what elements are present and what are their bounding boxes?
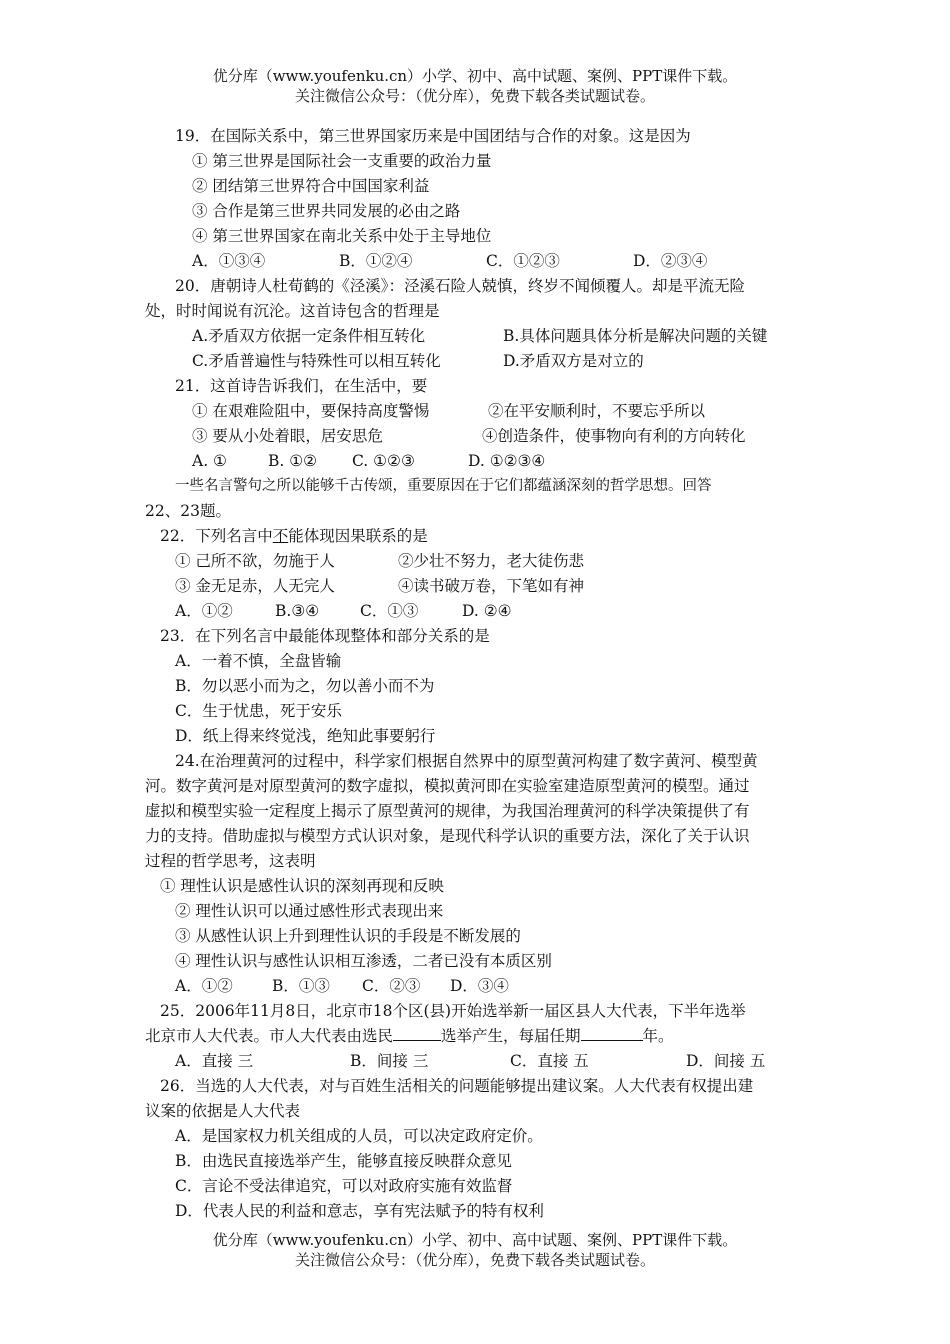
q21-option-b: B. ①② [268,452,318,470]
q19-stem: 19．在国际关系中，第三世界国家历来是中国团结与合作的对象。这是因为 [175,127,691,145]
q24-statement-4: ④ 理性认识与感性认识相互渗透，二者已没有本质区别 [175,952,552,970]
q24-stem-line-2: 河。数字黄河是对原型黄河的数字虚拟，模拟黄河即在实验室建造原型黄河的模型。通过 [145,777,750,795]
q23-option-b: B．勿以恶小而为之，勿以善小而不为 [175,677,435,695]
q26-option-d: D．代表人民的利益和意志，享有宪法赋予的特有权利 [175,1202,544,1220]
q21-stem: 21．这首诗告诉我们，在生活中，要 [175,377,428,395]
q24-option-d: D．③④ [450,977,509,995]
q20-option-a: A.矛盾双方依据一定条件相互转化 [192,327,426,345]
q26-option-b: B．由选民直接选举产生，能够直接反映群众意见 [175,1152,512,1170]
q26-stem-line-1: 26．当选的人大代表，对与百姓生活相关的问题能够提出建议案。人大代表有权提出建 [160,1077,754,1095]
q21-option-a: A. ① [192,452,227,470]
q22-statement-3: ③ 金无足赤，人无完人 [175,577,335,595]
q19-statement-3: ③ 合作是第三世界共同发展的必由之路 [192,202,461,220]
q22-statement-4: ④读书破万卷，下笔如有神 [398,577,585,595]
header-line-2: 关注微信公众号：（优分库），免费下载各类试题试卷。 [294,87,655,105]
q22-stem [160,524,428,548]
q26-stem-line-2: 议案的依据是人大代表 [145,1102,301,1120]
q20-option-b: B.具体问题具体分析是解决问题的关键 [503,327,768,345]
q19-option-a: A．①③④ [192,252,266,270]
q25-option-a: A．直接 三 [175,1052,254,1070]
q25-option-c: C．直接 五 [510,1052,589,1070]
footer-line-1: 优分库（www.youfenku.cn）小学、初中、高中试题、案例、PPT课件下载。 [212,1231,738,1249]
q19-statement-2: ② 团结第三世界符合中国国家利益 [192,177,430,195]
q24-stem-line-5: 过程的哲学思考，这表明 [145,852,316,870]
q24-statement-1: ① 理性认识是感性认识的深刻再现和反映 [160,877,444,895]
intro-line-1: 一些名言警句之所以能够千古传颂，重要原因在于它们都蕴涵深刻的哲学思想。回答 [175,478,712,494]
q20-option-c: C.矛盾普遍性与特殊性可以相互转化 [192,352,441,370]
q20-stem-line-1: 20．唐朝诗人杜荀鹤的《泾溪》：泾溪石险人兢慎，终岁不闻倾覆人。却是平流无险 [175,277,745,295]
q23-option-d: D．纸上得来终觉浅，绝知此事要躬行 [175,727,436,745]
q22-option-d: D. ②④ [462,602,512,620]
header-line-1: 优分库（www.youfenku.cn）小学、初中、高中试题、案例、PPT课件下载。 [212,67,738,85]
q25-blank-1 [393,1026,441,1041]
q24-stem-line-1: 24.在治理黄河的过程中，科学家们根据自然界中的原型黄河构建了数字黄河、模型黄 [175,752,758,770]
footer-line-2: 关注微信公众号：（优分库），免费下载各类试题试卷。 [294,1251,655,1269]
q21-statement-3: ③ 要从小处着眼，居安思危 [192,427,383,445]
q22-option-a: A．①② [175,602,233,620]
q22-stem-post: 能体现因果联系的是 [288,527,428,545]
q24-stem-line-4: 力的支持。借助虚拟与模型方式认识对象，是现代科学认识的重要方法，深化了关于认识 [145,827,750,845]
q24-option-a: A．①② [175,977,233,995]
q25-stem-line-1: 25．2006年11月8日，北京市18个区(县)开始选举新一届区县人大代表，下半年选举 [160,1002,746,1020]
q22-option-b: B.③④ [275,602,320,620]
intro-line-2: 22、23题。 [145,502,231,520]
q25-option-d: D．间接 五 [686,1052,766,1070]
q21-statement-1: ① 在艰难险阻中，要保持高度警惕 [192,402,430,420]
q25-blank-2 [581,1026,643,1041]
q25-option-b: B．间接 三 [350,1052,429,1070]
q25-stem-line-2 [145,1024,674,1048]
q22-stem-underlined: 不 [272,527,289,545]
q21-statement-2: ②在平安顺利时，不要忘乎所以 [488,402,706,420]
q19-option-d: D．②③④ [633,252,708,270]
q24-stem-line-3: 虚拟和模型实验一定程度上揭示了原型黄河的规律，为我国治理黄河的科学决策提供了有 [145,802,750,820]
q23-stem: 23．在下列名言中最能体现整体和部分关系的是 [160,627,490,645]
q22-statement-2: ②少壮不努力，老大徒伤悲 [398,552,585,570]
q21-statement-4: ④创造条件，使事物向有利的方向转化 [482,427,746,445]
q24-option-b: B．①③ [272,977,330,995]
q22-stem-pre: 22．下列名言中 [160,527,273,545]
q26-option-a: A．是国家权力机关组成的人员，可以决定政府定价。 [175,1127,543,1145]
q19-statement-4: ④ 第三世界国家在南北关系中处于主导地位 [192,227,492,245]
q24-statement-3: ③ 从感性认识上升到理性认识的手段是不断发展的 [175,927,521,945]
q22-statement-1: ① 己所不欲，勿施于人 [175,552,335,570]
q26-option-c: C．言论不受法律追究，可以对政府实施有效监督 [175,1177,513,1195]
q19-statement-1: ① 第三世界是国际社会一支重要的政治力量 [192,152,492,170]
q25-stem-part-3: 年。 [642,1027,674,1045]
q20-stem-line-2: 处，时时闻说有沉沦。这首诗包含的哲理是 [145,302,440,320]
q22-option-c: C．①③ [360,602,419,620]
q23-option-a: A．一着不慎，全盘皆输 [175,652,342,670]
q21-option-c: C. ①②③ [352,452,415,470]
q19-option-c: C．①②③ [486,252,560,270]
q25-stem-part-2: 选举产生，每届任期 [441,1027,581,1045]
q25-stem-part-1: 北京市人大代表。市人大代表由选民 [145,1027,394,1045]
q24-option-c: C．②③ [362,977,421,995]
q23-option-c: C．生于忧患，死于安乐 [175,702,342,720]
q19-option-b: B．①②④ [339,252,413,270]
q24-statement-2: ② 理性认识可以通过感性形式表现出来 [175,902,444,920]
q21-option-d: D. ①②③④ [468,452,546,470]
q20-option-d: D.矛盾双方是对立的 [503,352,644,370]
